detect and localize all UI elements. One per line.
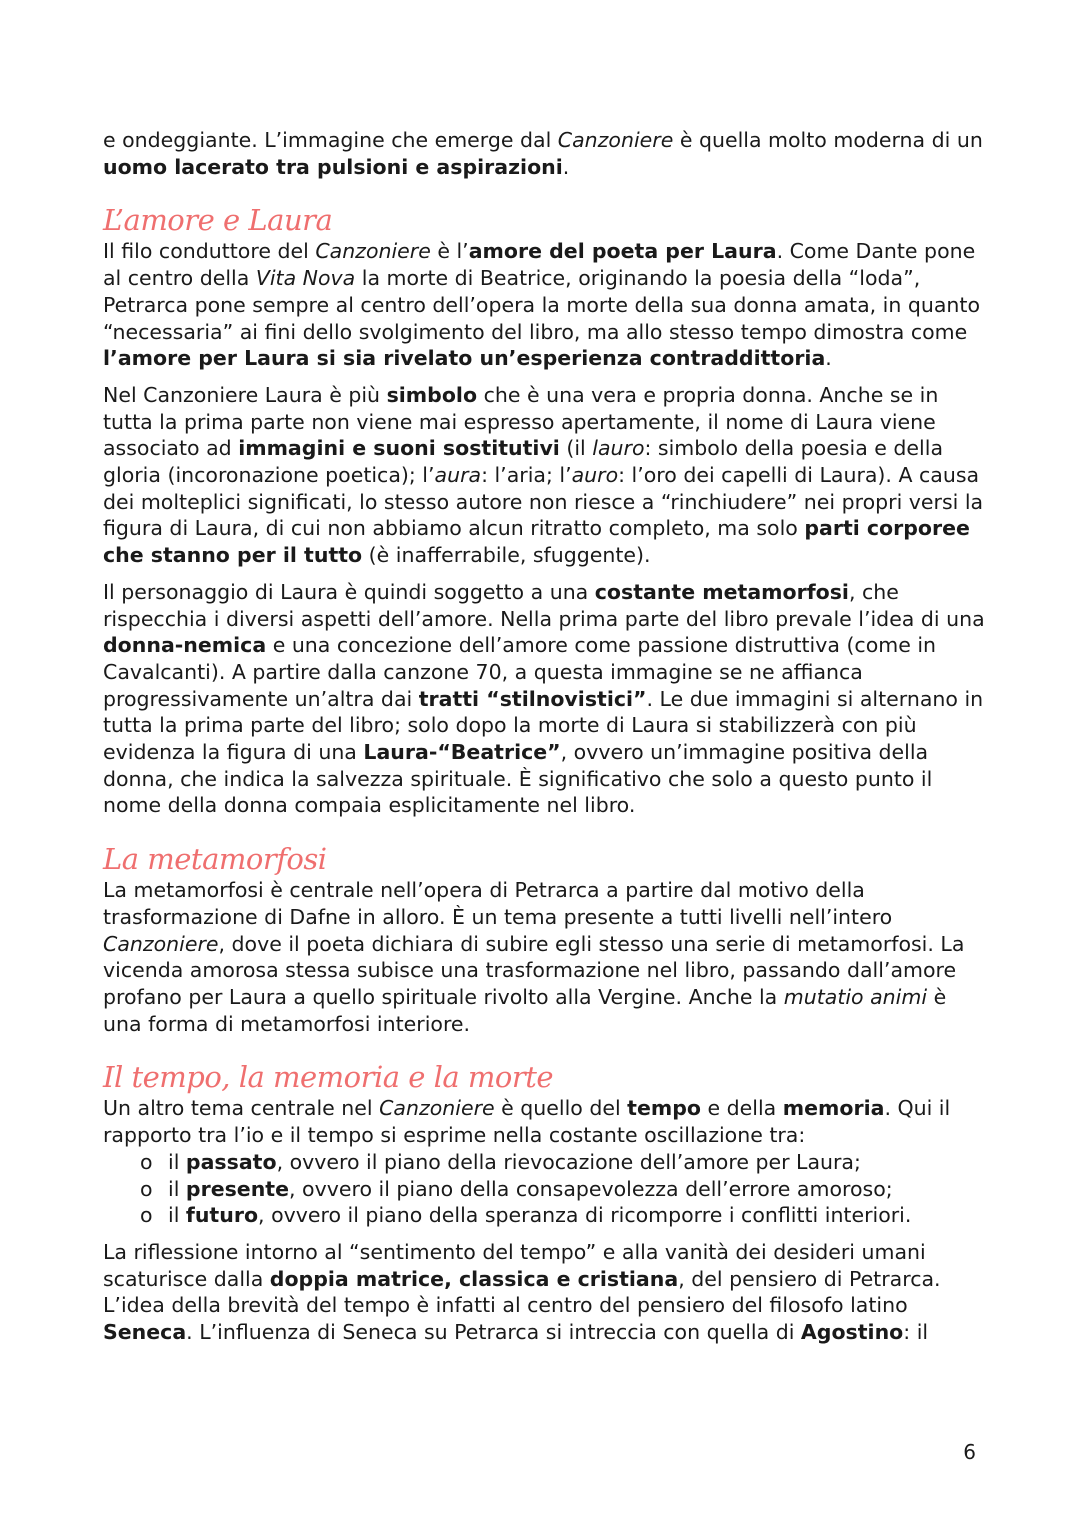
paragraph-laura-simbolo: Nel Canzoniere Laura è più simbolo che è una vera e propria donna. Anche se in tutta la prima parte non viene mai espresso apertamente, il nome di Laura viene associato ad immagini e suoni sostitutivi (il lauro: simbolo della poesia e della gloria (incoronazione poetica); l’aura: l’aria; l’auro: l’oro dei capelli di Laura). A causa dei molteplici significati, lo stesso autore non riesce a “rinchiudere” nei propri versi la figura di Laura, di cui non abbiamo alcun ritratto completo, ma solo parti corporee che stanno per il tutto (è inafferrabile, sfuggente). xyxy=(103,382,984,568)
paragraph-metamorfosi: La metamorfosi è centrale nell’opera di Petrarca a partire dal motivo della trasformazione di Dafne in alloro. È un tema presente a tutti livelli nell’intero Canzoniere, dove il poeta dichiara di subire egli stesso una serie di metamorfosi. La vicenda amorosa stessa subisce una trasformazione nel libro, passando dall’amore profano per Laura a quello spirituale rivolto alla Vergine. Anche la mutatio animi è una forma di metamorfosi interiore. xyxy=(103,878,965,1036)
list-item: o il passato, ovvero il piano della rievocazione dell’amore per Laura; xyxy=(140,1149,861,1174)
bullet-marker: o xyxy=(140,1176,153,1201)
bullet-marker: o xyxy=(140,1149,153,1174)
section-heading-metamorfosi: La metamorfosi xyxy=(103,842,327,877)
paragraph-tempo-memoria: Un altro tema centrale nel Canzoniere è quello del tempo e della memoria. Qui il rapporto tra l’io e il tempo si esprime nella costante oscillazione tra: xyxy=(103,1096,951,1148)
page-number: 6 xyxy=(963,1440,976,1464)
list-item: o il presente, ovvero il piano della consapevolezza dell’errore amoroso; xyxy=(140,1176,893,1201)
document-page xyxy=(103,127,988,1346)
list-item: o il futuro, ovvero il piano della speranza di ricomporre i conflitti interiori. xyxy=(140,1203,912,1228)
bullet-marker: o xyxy=(140,1203,153,1228)
oscillation-list xyxy=(103,1149,988,1229)
paragraph-metamorfosi-laura: Il personaggio di Laura è quindi soggetto a una costante metamorfosi, che rispecchia i diversi aspetti dell’amore. Nella prima parte del libro prevale l’idea di una donna-nemica e una concezione dell’amore come passione distruttiva (come in Cavalcanti). A partire dalla canzone 70, a questa immagine se ne affianca progressivamente un’altra dai tratti “stilnovistici”. Le due immagini si alternano in tutta la prima parte del libro; solo dopo la morte di Laura si stabilizzerà con più evidenza la figura di una Laura-“Beatrice”, ovvero un’immagine positiva della donna, che indica la salvezza spirituale. È significativo che solo a questo punto il nome della donna compaia esplicitamente nel libro. xyxy=(103,579,985,818)
paragraph-sentimento-tempo: La riflessione intorno al “sentimento del tempo” e alla vanità dei desideri umani scaturisce dalla doppia matrice, classica e cristiana, del pensiero di Petrarca. L’idea della brevità del tempo è infatti al centro del pensiero del filosofo latino Seneca. L’influenza di Seneca su Petrarca si intreccia con quella di Agostino: il xyxy=(103,1239,941,1345)
section-heading-tempo-memoria: Il tempo, la memoria e la morte xyxy=(103,1060,554,1095)
section-heading-amore-laura: L’amore e Laura xyxy=(103,203,333,238)
intro-paragraph: e ondeggiante. L’immagine che emerge dal Canzoniere è quella molto moderna di un uomo lacerato tra pulsioni e aspirazioni. xyxy=(103,128,983,179)
paragraph-filo-conduttore: Il filo conduttore del Canzoniere è l’amore del poeta per Laura. Come Dante pone al centro della Vita Nova la morte di Beatrice, originando la poesia della “loda”, Petrarca pone sempre al centro dell’opera la morte della sua donna amata, in quanto “necessaria” ai fini dello svolgimento del libro, ma allo stesso tempo dimostra come l’amore per Laura si sia rivelato un’esperienza contraddittoria. xyxy=(103,239,981,371)
